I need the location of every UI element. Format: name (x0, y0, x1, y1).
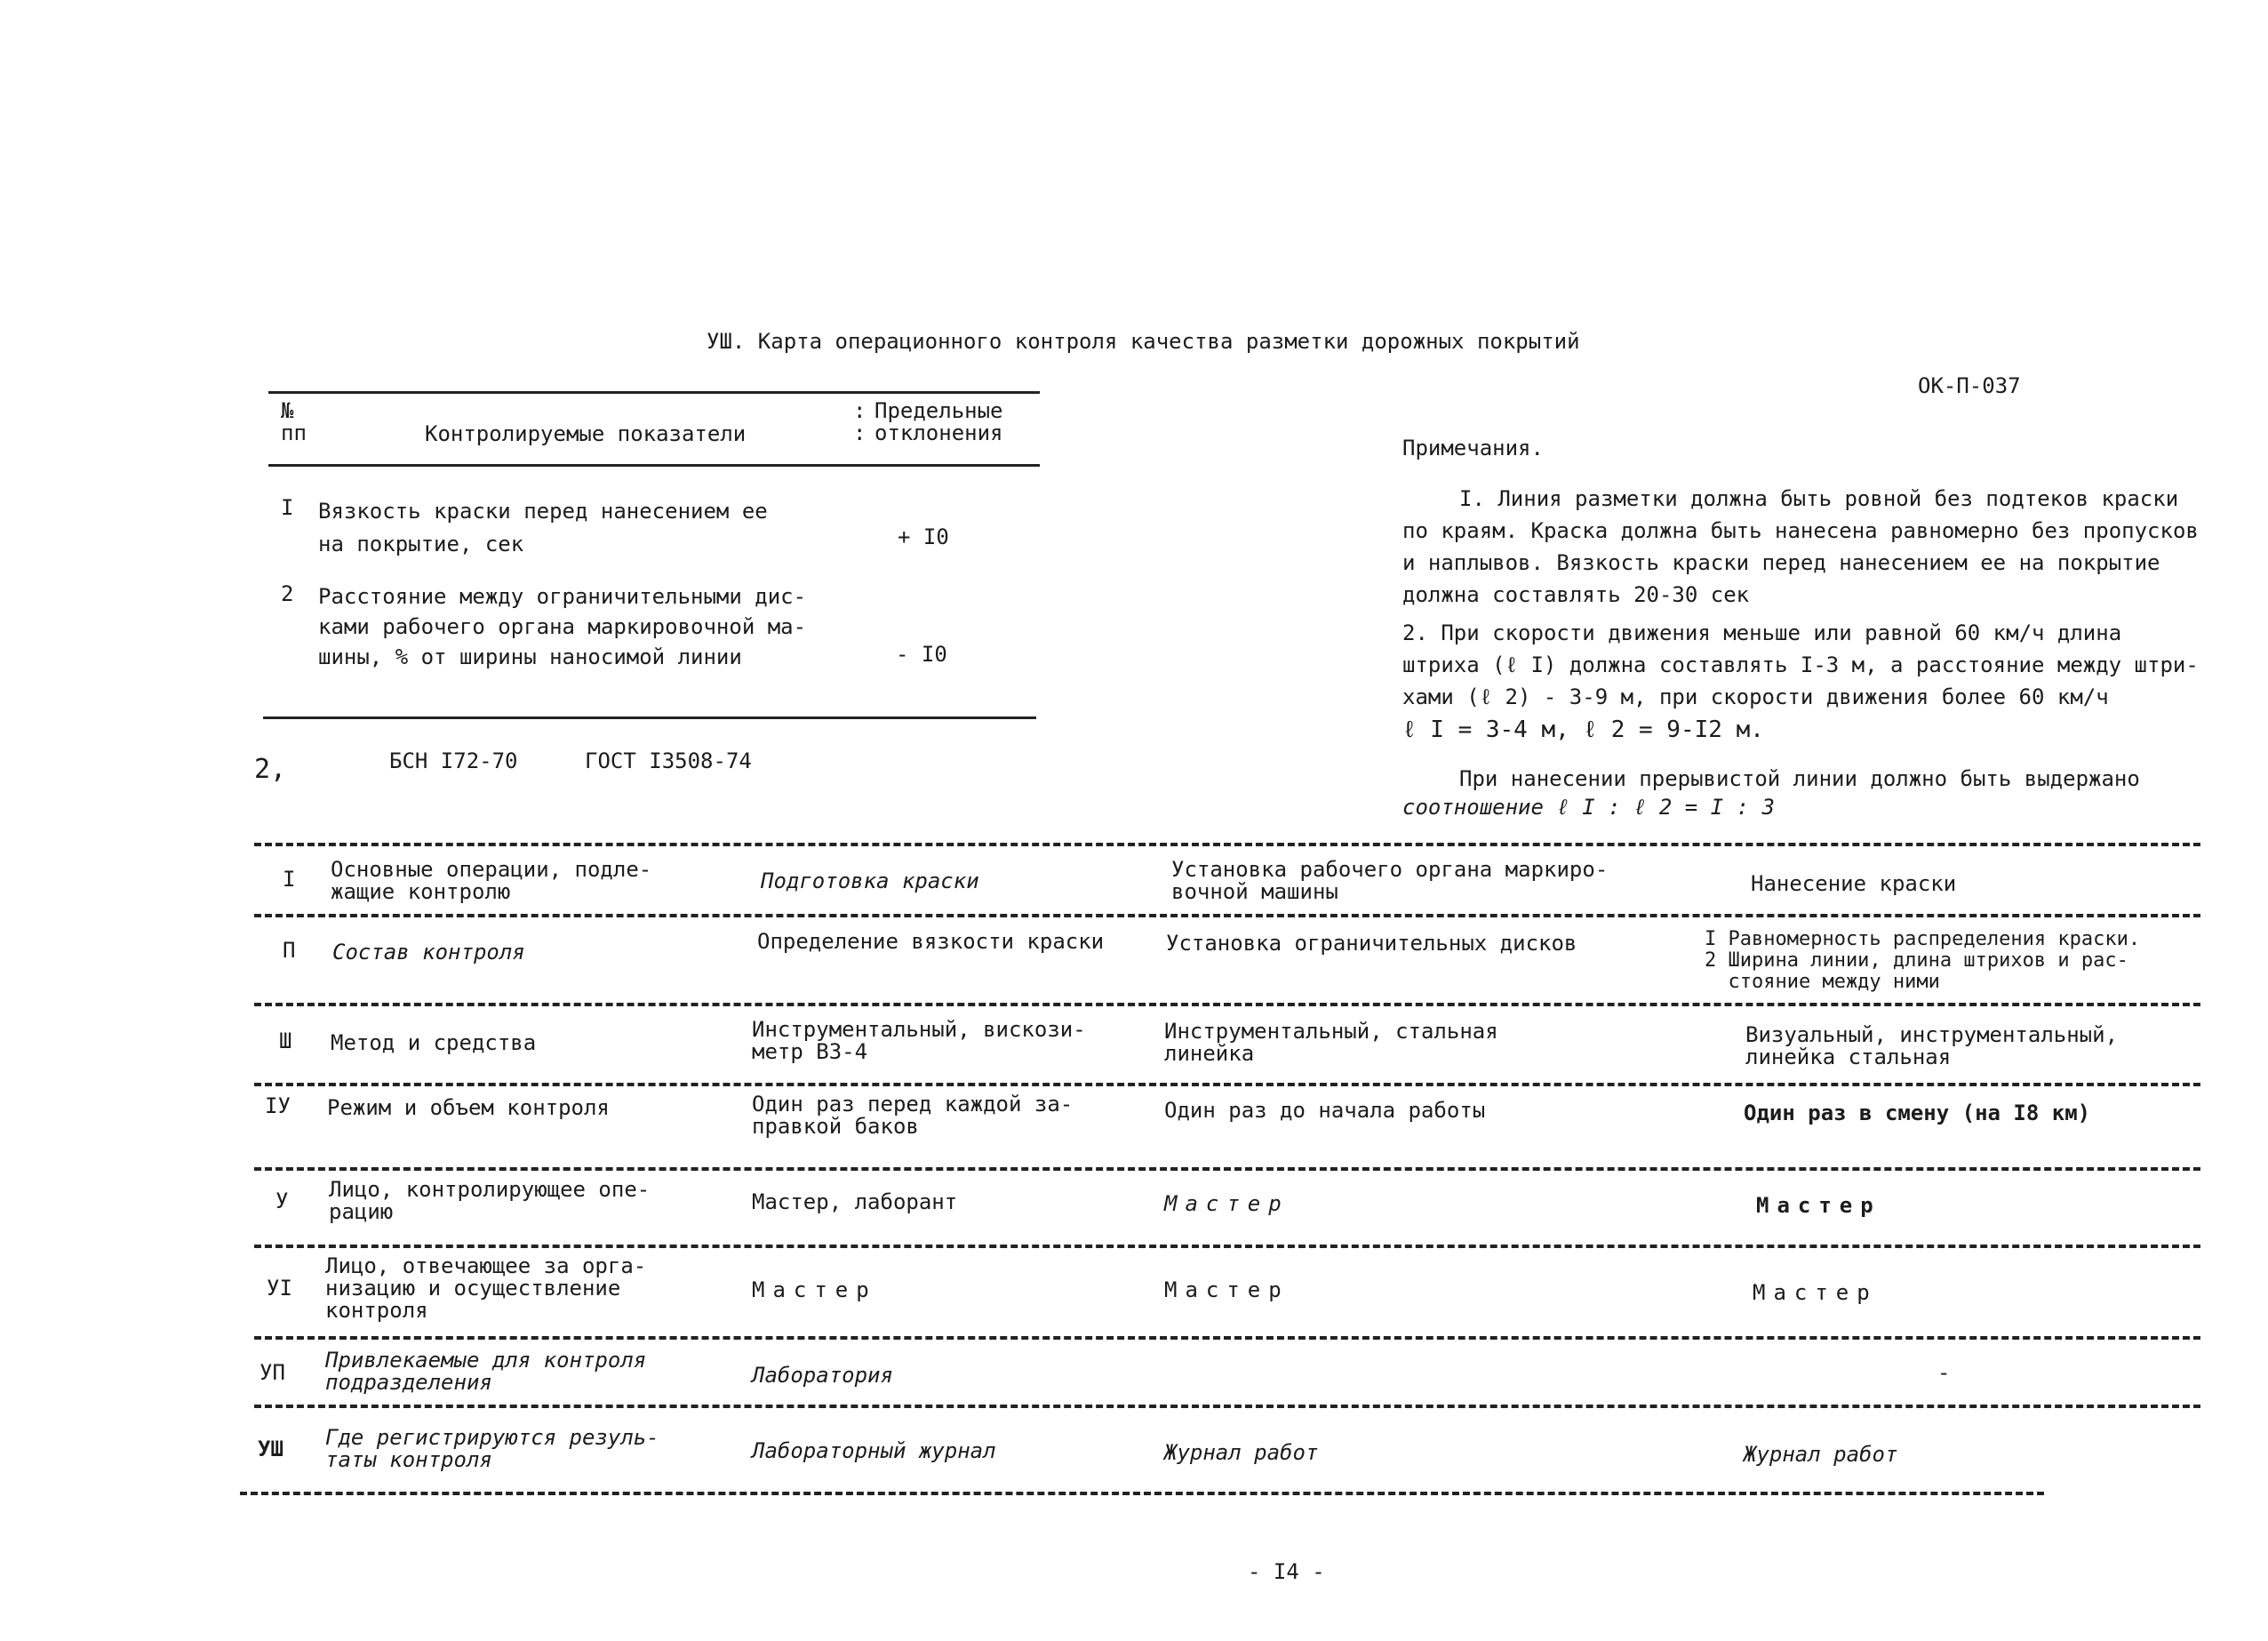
op-row-5-c2: Мастер (1164, 1191, 1290, 1216)
top-col-sep-colon: : : (853, 398, 866, 445)
top-row-2-dev: - I0 (896, 642, 947, 667)
op-row-2-c1: Определение вязкости краски (757, 929, 1105, 954)
op-row-6-c3: Мастер (1753, 1280, 1878, 1305)
page-number: - I4 - (1248, 1559, 1325, 1584)
op-rule-5 (254, 1245, 2200, 1248)
page-title: УШ. Карта операционного контроля качества разметки дорожных покрытий (707, 329, 1580, 354)
top-row-1-dev: + I0 (898, 524, 949, 549)
op-row-7-num: УП (260, 1360, 285, 1385)
notes-p1: I. Линия разметки должна быть ровной без подтеков краски по краям. Краска должна быть нанесена равномерно без пропусков и наплывов. Вязкость краски перед нанесением ее на покрытие должна составлять 20-30 сек (1402, 486, 2199, 607)
op-row-3-label: Метод и средства (331, 1030, 537, 1055)
op-row-8-c2: Журнал работ (1164, 1440, 1319, 1465)
op-row-3-c2: Инструментальный, стальная линейка (1164, 1019, 1498, 1066)
op-row-5-num: У (276, 1189, 289, 1213)
notes-heading: Примечания. (1402, 436, 1544, 460)
op-row-5-c1: Мастер, лаборант (752, 1189, 958, 1214)
op-row-6-c2: Мастер (1164, 1277, 1290, 1302)
op-row-8-c3: Журнал работ (1744, 1442, 1898, 1467)
op-row-6-num: УI (267, 1276, 292, 1301)
top-col-dev: Предельные отклонения (874, 398, 1003, 445)
op-row-2-c2: Установка ограничительных дисков (1166, 931, 1577, 956)
op-row-3-c1: Инструментальный, вискози- метр ВЗ-4 (752, 1017, 1086, 1064)
op-row-1-c1: Подготовка краски (761, 869, 979, 893)
op-row-6-c1: Мастер (752, 1277, 877, 1302)
op-row-8-c1: Лабораторный журнал (752, 1438, 996, 1463)
op-row-4-c2: Один раз до начала работы (1164, 1098, 1486, 1123)
notes-p2-formula: ℓ I = 3-4 м, ℓ 2 = 9-I2 м. (1402, 716, 1764, 743)
op-row-3-num: Ш (279, 1029, 292, 1053)
op-row-1-num: I (283, 867, 296, 892)
op-row-4-c3: Один раз в смену (на I8 км) (1744, 1101, 2091, 1125)
top-col-num: № пп (281, 398, 307, 445)
top-table-rule-bottom (263, 716, 1036, 719)
notes-p2: 2. При скорости движения меньше или равной 60 км/ч длина штриха (ℓ I) должна составлять I-3 м, а расстояние между штри- хами (ℓ 2) - 3-9 м, при скорости движения более 60 км/ч (1402, 620, 2199, 709)
op-row-3-c3: Визуальный, инструментальный, линейка стальная (1745, 1022, 2119, 1069)
top-row-1-num: I (281, 495, 294, 520)
op-row-7-label: Привлекаемые для контроля подразделения (325, 1348, 647, 1395)
norms-mark: 2, (254, 754, 287, 785)
op-row-8-num: УШ (258, 1437, 284, 1461)
op-rule-1 (254, 914, 2200, 917)
notes-p3-formula: соотношение ℓ I : ℓ 2 = I : 3 (1402, 795, 1775, 820)
op-row-7-c1: Лаборатория (752, 1363, 893, 1388)
doc-code: ОК-П-037 (1918, 373, 2021, 398)
op-rule-4 (254, 1167, 2200, 1171)
norms-snip: БСН I72-70 (389, 748, 518, 773)
op-row-4-num: IУ (265, 1093, 291, 1118)
norms-gost: ГОСТ I3508-74 (585, 748, 752, 773)
op-rule-6 (254, 1336, 2200, 1340)
op-row-5-label: Лицо, контролирующее опе- рацию (329, 1177, 651, 1224)
op-row-2-label: Состав контроля (332, 940, 525, 965)
op-row-5-c3: Мастер (1756, 1193, 1881, 1218)
op-row-1-c3: Нанесение краски (1751, 871, 1957, 896)
op-row-1-c2: Установка рабочего органа маркиро- вочной машины (1171, 857, 1609, 904)
op-row-4-label: Режим и объем контроля (327, 1095, 610, 1120)
op-row-1-label: Основные операции, подле- жащие контролю (331, 857, 652, 904)
op-row-2-num: П (283, 938, 296, 963)
op-row-6-label: Лицо, отвечающее за орга- низацию и осуществление контроля (325, 1253, 647, 1323)
op-rule-2 (254, 1003, 2200, 1006)
op-rule-7 (254, 1405, 2200, 1408)
top-col-param: Контролируемые показатели (425, 421, 747, 446)
op-row-4-c1: Один раз перед каждой за- правкой баков (752, 1092, 1074, 1139)
top-table-rule-top (268, 391, 1040, 394)
top-row-2-num: 2 (281, 581, 294, 606)
top-row-2-text: Расстояние между ограничительными дис- ками рабочего органа маркировочной ма- шины, % от ширины наносимой линии (318, 584, 807, 669)
notes-p3: При нанесении прерывистой линии должно быть выдержано (1459, 766, 2140, 791)
top-table-rule-head (268, 464, 1040, 467)
op-row-7-c3: - (1937, 1360, 1951, 1385)
op-rule-8 (240, 1492, 2044, 1495)
op-rule-3 (254, 1083, 2200, 1086)
top-row-1-text: Вязкость краски перед нанесением ее на покрытие, сек (318, 499, 768, 556)
op-row-8-label: Где регистрируются резуль- таты контроля (325, 1425, 659, 1472)
op-rule-0 (254, 843, 2200, 846)
op-row-2-c3: I Равномерность распределения краски. 2 Ширина линии, длина штрихов и рас- стояние между ними (1705, 928, 2141, 993)
